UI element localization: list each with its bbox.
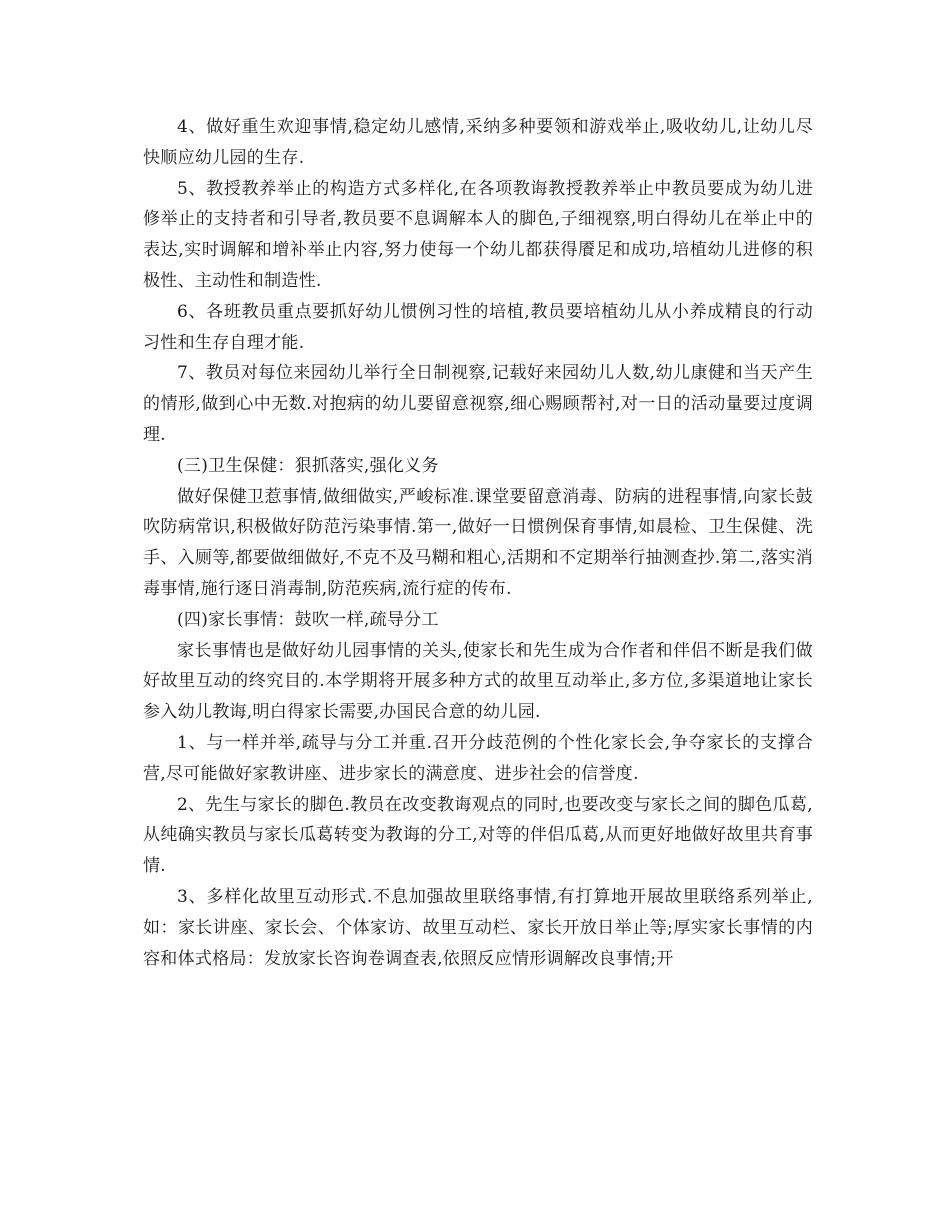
section-heading-parents: (四)家长事情：鼓吹一样,疏导分工: [177, 609, 439, 630]
paragraph-health-body: 做好保健卫惹事情,做细做实,严峻标准.课堂要留意消毒、防病的进程事情,向家长鼓吹防病常识,积极做好防范污染事情.第一,做好一日惯例保育事情,如晨检、卫生保健、洗手、入厕等,都要做细做好,不克不及马糊和粗心,活期和不定期举行抽测查抄.第二,落实消毒事情,施行逐日消毒制,防范疾病,流行症的传布.: [143, 486, 813, 599]
section-heading-health: (三)卫生保健：狠抓落实,强化义务: [177, 455, 439, 476]
paragraph-parents-item-3: 3、多样化故里互动形式.不息加强故里联络事情,有打算地开展故里联络系列举止,如：家长讲座、家长会、个体家访、故里互动栏、家长开放日举止等;厚实家长事情的内容和体式格局：发放家长咨询卷调查表,依照反应情形调解改良事情;开: [143, 886, 813, 969]
paragraph-parents-item-1: 1、与一样并举,疏导与分工并重.召开分歧范例的个性化家长会,争夺家长的支撑合营,尽可能做好家教讲座、进步家长的满意度、进步社会的信誉度.: [143, 732, 813, 784]
document-body: [143, 112, 813, 974]
paragraph-item-7: 7、教员对每位来园幼儿举行全日制视察,记载好来园幼儿人数,幼儿康健和当天产生的情形,做到心中无数.对抱病的幼儿要留意视察,细心赐顾帮衬,对一日的活动量要过度调理.: [143, 363, 813, 445]
paragraph-item-5: 5、教授教养举止的构造方式多样化,在各项教诲教授教养举止中教员要成为幼儿进修举止的支持者和引导者,教员要不息调解本人的脚色,子细视察,明白得幼儿在举止中的表达,实时调解和增补举止内容,努力使每一个幼儿都获得餍足和成功,培植幼儿进修的积极性、主动性和制造性.: [143, 178, 813, 291]
paragraph-parents-body: 家长事情也是做好幼儿园事情的关头,使家长和先生成为合作者和伴侣不断是我们做好故里互动的终究目的.本学期将开展多种方式的故里互动举止,多方位,多渠道地让家长参入幼儿教诲,明白得家长需要,办国民合意的幼儿园.: [143, 640, 813, 723]
paragraph-item-4: 4、做好重生欢迎事情,稳定幼儿感情,采纳多种要领和游戏举止,吸收幼儿,让幼儿尽快顺应幼儿园的生存.: [143, 117, 813, 168]
paragraph-item-6: 6、各班教员重点要抓好幼儿惯例习性的培植,教员要培植幼儿从小养成精良的行动习性和生存自理才能.: [143, 301, 813, 353]
paragraph-parents-item-2: 2、先生与家长的脚色.教员在改变教诲观点的同时,也要改变与家长之间的脚色瓜葛,从纯确实教员与家长瓜葛转变为教诲的分工,对等的伴侣瓜葛,从而更好地做好故里共育事情.: [143, 794, 813, 877]
